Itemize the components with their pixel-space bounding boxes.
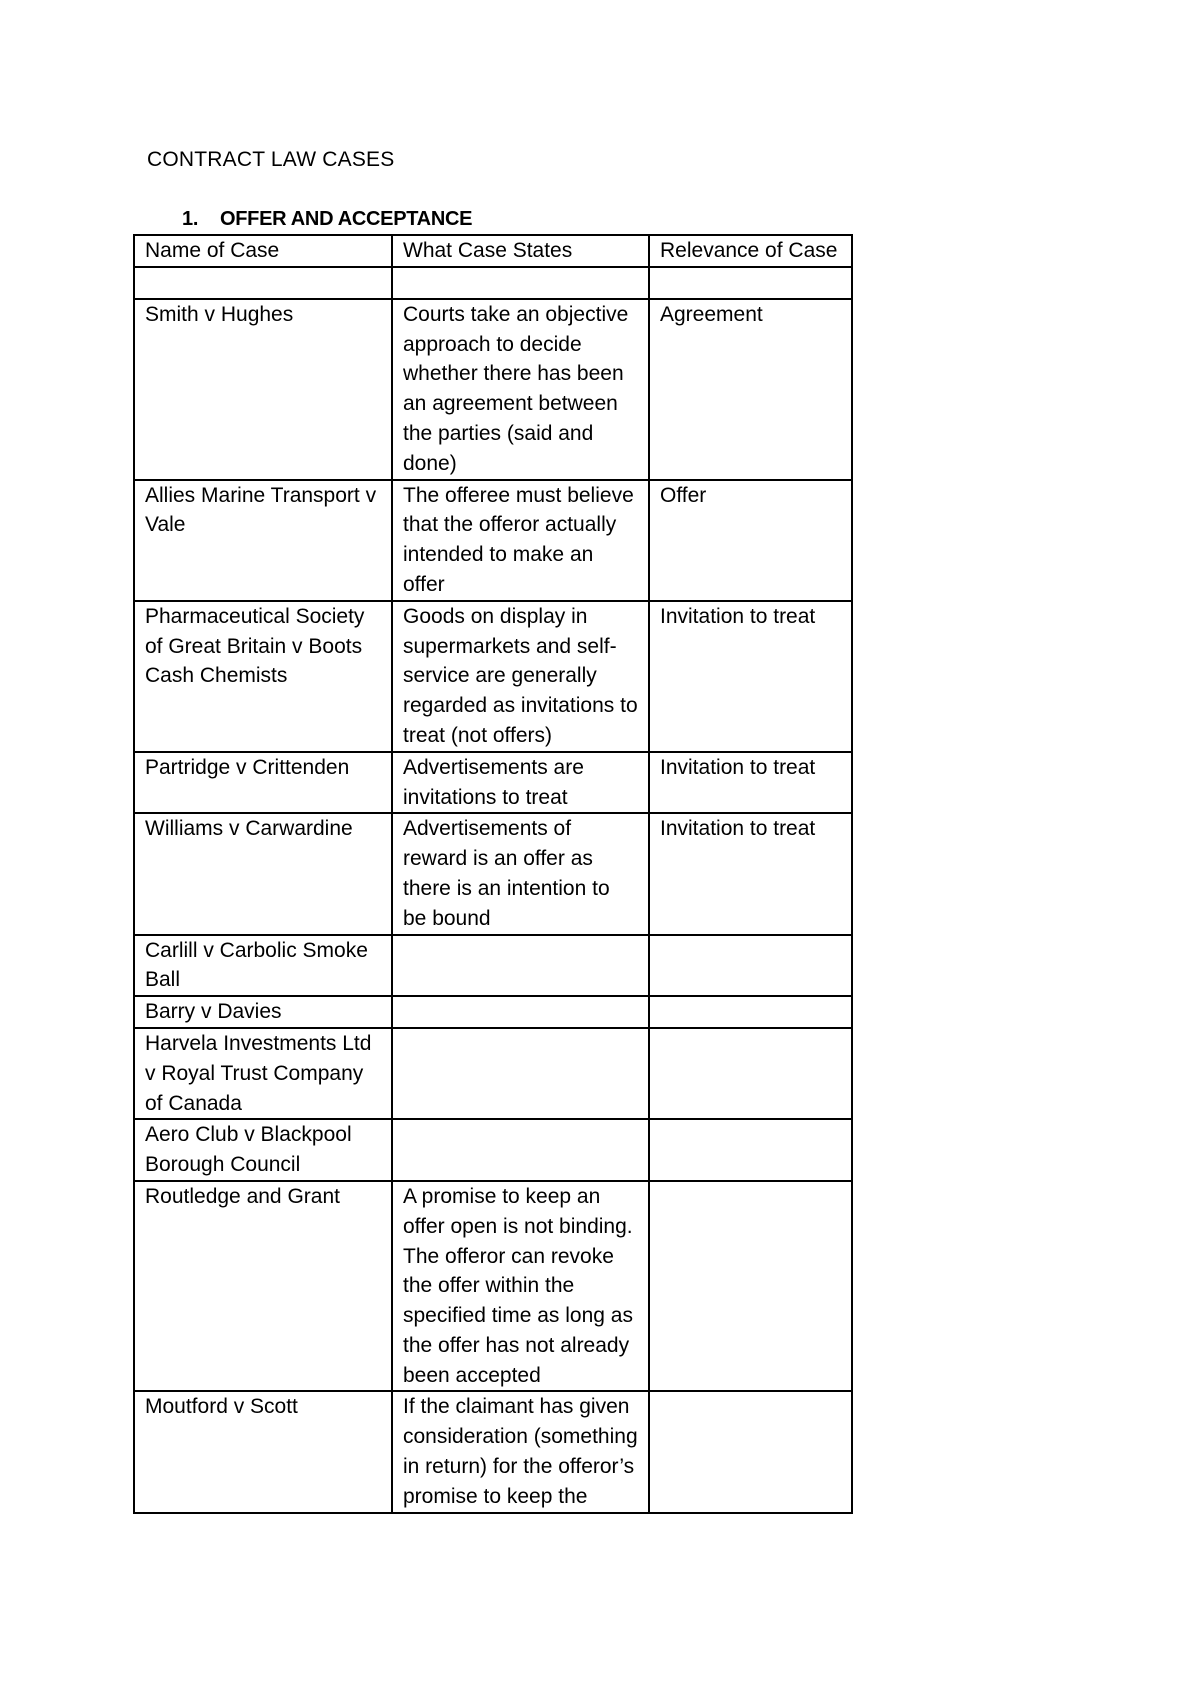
case-name-cell: Carlill v Carbolic Smoke Ball xyxy=(134,935,392,997)
case-states-cell xyxy=(392,935,649,997)
table-row xyxy=(134,1028,852,1119)
case-relevance-cell xyxy=(649,1028,852,1119)
case-relevance-cell xyxy=(649,1391,852,1512)
table-header-row xyxy=(134,235,852,267)
case-relevance-cell xyxy=(649,935,852,997)
case-states-cell: Courts take an objective approach to decide whether there has been an agreement between the parties (said and done) xyxy=(392,299,649,480)
case-states-cell: Goods on display in supermarkets and self-service are generally regarded as invitations to treat (not offers) xyxy=(392,601,649,752)
case-name-cell: Pharmaceutical Society of Great Britain v Boots Cash Chemists xyxy=(134,601,392,752)
table-row xyxy=(134,1181,852,1392)
section-heading xyxy=(182,208,472,231)
case-name-cell: Partridge v Crittenden xyxy=(134,752,392,814)
case-name-cell xyxy=(134,267,392,299)
case-states-cell: The offeree must believe that the offeror actually intended to make an offer xyxy=(392,480,649,601)
table-row xyxy=(134,299,852,480)
document-title: CONTRACT LAW CASES xyxy=(147,148,395,171)
case-relevance-cell: Offer xyxy=(649,480,852,601)
case-name-cell: Routledge and Grant xyxy=(134,1181,392,1392)
table-row xyxy=(134,267,852,299)
case-states-cell xyxy=(392,267,649,299)
table-row xyxy=(134,601,852,752)
table-row xyxy=(134,813,852,934)
header-what-case-states: What Case States xyxy=(392,235,649,267)
table-row xyxy=(134,1119,852,1181)
case-name-cell: Allies Marine Transport v Vale xyxy=(134,480,392,601)
case-name-cell: Aero Club v Blackpool Borough Council xyxy=(134,1119,392,1181)
case-states-cell xyxy=(392,1119,649,1181)
header-relevance-of-case: Relevance of Case xyxy=(649,235,852,267)
case-relevance-cell xyxy=(649,996,852,1028)
case-name-cell: Smith v Hughes xyxy=(134,299,392,480)
header-name-of-case: Name of Case xyxy=(134,235,392,267)
case-name-cell: Harvela Investments Ltd v Royal Trust Company of Canada xyxy=(134,1028,392,1119)
case-states-cell xyxy=(392,1028,649,1119)
case-relevance-cell xyxy=(649,1119,852,1181)
table-row xyxy=(134,752,852,814)
case-relevance-cell xyxy=(649,267,852,299)
table-row xyxy=(134,480,852,601)
case-states-cell xyxy=(392,996,649,1028)
case-name-cell: Williams v Carwardine xyxy=(134,813,392,934)
case-relevance-cell: Invitation to treat xyxy=(649,601,852,752)
table-row xyxy=(134,1391,852,1512)
case-states-cell: If the claimant has given consideration (something in return) for the offeror’s promise to keep the xyxy=(392,1391,649,1512)
case-name-cell: Moutford v Scott xyxy=(134,1391,392,1512)
case-name-cell: Barry v Davies xyxy=(134,996,392,1028)
section-number: 1. xyxy=(182,208,199,230)
case-relevance-cell: Agreement xyxy=(649,299,852,480)
section-heading-text: OFFER AND ACCEPTANCE xyxy=(220,208,473,230)
cases-table xyxy=(133,234,853,1514)
case-relevance-cell: Invitation to treat xyxy=(649,813,852,934)
table-row xyxy=(134,996,852,1028)
case-states-cell: Advertisements of reward is an offer as there is an intention to be bound xyxy=(392,813,649,934)
case-relevance-cell: Invitation to treat xyxy=(649,752,852,814)
case-states-cell: Advertisements are invitations to treat xyxy=(392,752,649,814)
table-row xyxy=(134,935,852,997)
case-relevance-cell xyxy=(649,1181,852,1392)
case-states-cell: A promise to keep an offer open is not binding. The offeror can revoke the offer within the specified time as long as the offer has not already been accepted xyxy=(392,1181,649,1392)
